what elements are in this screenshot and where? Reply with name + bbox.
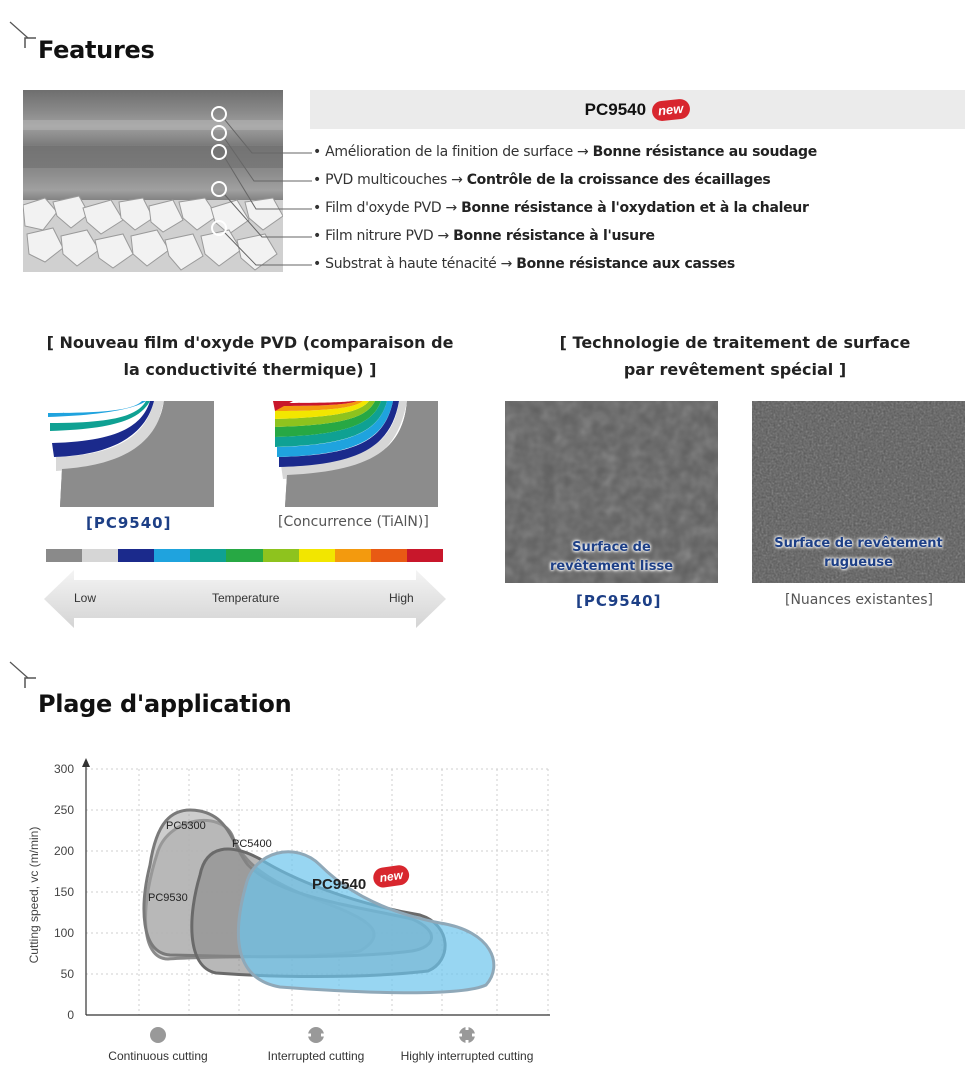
continuous-cutting-icon [150,1027,166,1043]
temperature-swatch-4 [154,549,190,562]
chart-regions [144,810,494,993]
feature-item-5: • Substrat à haute ténacité → Bonne résistance aux casses [313,256,735,272]
series-label-pc9530: PC9530 [148,892,188,904]
application-title: Plage d'application [38,690,292,718]
temperature-swatch-5 [190,549,226,562]
temperature-high-label: High [389,591,414,605]
smooth-surface-label: Surface de revêtement lisse [549,540,674,574]
chart-new-badge [372,864,410,889]
application-range-chart [20,755,560,1070]
y-axis-label: Cutting speed, vc (m/min) [27,826,41,964]
product-banner [310,90,965,129]
rough-surface-label: Surface de revêtement rugueuse [774,536,943,570]
temperature-swatch-10 [371,549,407,562]
smooth-surface-caption: [PC9540] [576,592,662,610]
leader-lines [0,0,320,290]
temperature-swatch-3 [118,549,154,562]
feature-item-1: • Amélioration de la finition de surface → Bonne résistance au soudage [313,144,817,160]
smooth-surface-image [505,401,718,583]
competitor-thermal-caption: [Concurrence (TiAlN)] [278,514,429,530]
feature-item-3: • Film d'oxyde PVD → Bonne résistance à l'oxydation et à la chaleur [313,200,809,216]
pc9540-thermal-image [46,401,214,507]
surface-heading: [ Technologie de traitement de surface par revêtement spécial ] [559,333,911,379]
y-tick-150: 150 [53,885,74,899]
temperature-swatch-6 [226,549,262,562]
section-corner-icon [8,660,38,690]
x-category-label-1: Continuous cutting [108,1049,208,1063]
temperature-swatch-2 [82,549,118,562]
temperature-swatch-9 [335,549,371,562]
y-tick-250: 250 [53,803,74,817]
highly-interrupted-cutting-icon [457,1025,477,1045]
temperature-swatch-7 [263,549,299,562]
temperature-swatch-8 [299,549,335,562]
feature-item-2: • PVD multicouches → Contrôle de la croissance des écaillages [313,172,771,188]
interrupted-cutting-icon [306,1027,326,1043]
y-tick-200: 200 [53,844,74,858]
series-label-pc5300: PC5300 [166,820,206,832]
temperature-swatch-1 [46,549,82,562]
region-pc9540 [238,852,493,993]
interrupted-cutting-icon-notch-right [321,1034,326,1037]
temperature-color-scale [46,549,443,562]
new-badge: new [651,98,691,122]
rough-surface-image [752,401,965,583]
temperature-label: Temperature [212,591,280,605]
y-tick-100: 100 [53,926,74,940]
highly-interrupted-cutting-icon-notch-left [457,1034,462,1037]
x-category-label-2: Interrupted cutting [267,1049,365,1063]
temperature-swatch-11 [407,549,443,562]
chart-new-badge-text: new [378,867,404,885]
y-axis-arrow-icon [82,758,90,767]
oxide-heading: [ Nouveau film d'oxyde PVD (comparaison de la conductivité thermique) ] [46,333,454,379]
product-name: PC9540 [584,99,647,119]
pc9540-thermal-caption: [PC9540] [86,514,172,532]
series-label-pc5400: PC5400 [232,838,272,850]
series-label-pc9540: PC9540 [312,876,367,893]
y-tick-0: 0 [67,1008,74,1022]
x-category-label-3: Highly interrupted cutting [400,1049,534,1063]
feature-item-4: • Film nitrure PVD → Bonne résistance à l'usure [313,228,655,244]
y-tick-300: 300 [53,762,74,776]
y-tick-50: 50 [60,967,74,981]
highly-interrupted-cutting-icon-notch-top [466,1025,469,1030]
rough-surface-caption: [Nuances existantes] [785,592,933,608]
temperature-low-label: Low [74,591,97,605]
highly-interrupted-cutting-icon-notch-right [472,1034,477,1037]
features-title: Features [38,36,155,64]
interrupted-cutting-icon-notch-left [306,1034,311,1037]
competitor-thermal-image [273,401,438,507]
highly-interrupted-cutting-icon-notch-bottom [466,1040,469,1045]
